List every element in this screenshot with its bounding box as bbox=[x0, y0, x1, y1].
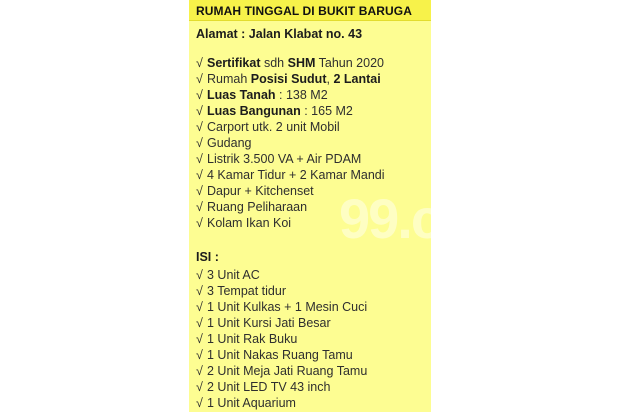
contents-item: √ 3 Tempat tidur bbox=[196, 284, 286, 298]
check-icon: √ bbox=[196, 332, 203, 346]
check-icon: √ bbox=[196, 364, 203, 378]
check-icon: √ bbox=[196, 268, 203, 282]
contents-list bbox=[196, 267, 367, 411]
check-icon: √ bbox=[196, 56, 203, 70]
contents-item: √ 3 Unit AC bbox=[196, 268, 260, 282]
check-icon: √ bbox=[196, 104, 203, 118]
check-icon: √ bbox=[196, 184, 203, 198]
feature-item: √ Luas Tanah : 138 M2 bbox=[196, 88, 328, 102]
check-icon: √ bbox=[196, 136, 203, 150]
contents-item: √ 1 Unit Kulkas + 1 Mesin Cuci bbox=[196, 300, 368, 314]
contents-item: √ 1 Unit Nakas Ruang Tamu bbox=[196, 348, 353, 362]
contents-item: √ 2 Unit LED TV 43 inch bbox=[196, 380, 331, 394]
listing-sheet bbox=[189, 0, 473, 412]
feature-item: √ Sertifikat sdh SHM Tahun 2020 bbox=[196, 56, 384, 70]
check-icon: √ bbox=[196, 152, 203, 166]
check-icon: √ bbox=[196, 88, 203, 102]
address-line: Alamat : Jalan Klabat no. 43 bbox=[196, 27, 363, 41]
feature-item: √ Carport utk. 2 unit Mobil bbox=[196, 120, 340, 134]
check-icon: √ bbox=[196, 200, 203, 214]
contents-item: √ 1 Unit Rak Buku bbox=[196, 332, 298, 346]
feature-item: √ Kolam Ikan Koi bbox=[196, 216, 292, 230]
feature-list bbox=[196, 55, 385, 231]
contents-item: √ 1 Unit Kursi Jati Besar bbox=[196, 316, 331, 330]
check-icon: √ bbox=[196, 380, 203, 394]
check-icon: √ bbox=[196, 316, 203, 330]
contents-item: √ 2 Unit Meja Jati Ruang Tamu bbox=[196, 364, 368, 378]
title-bar bbox=[189, 0, 431, 21]
watermark-logo: 99.co bbox=[339, 187, 473, 250]
check-icon: √ bbox=[196, 396, 203, 410]
contents-heading: ISI : bbox=[196, 250, 219, 264]
feature-item: √ Ruang Peliharaan bbox=[196, 200, 308, 214]
check-icon: √ bbox=[196, 216, 203, 230]
check-icon: √ bbox=[196, 120, 203, 134]
check-icon: √ bbox=[196, 168, 203, 182]
feature-item: √ Luas Bangunan : 165 M2 bbox=[196, 104, 353, 118]
contents-item: √ 1 Unit Aquarium bbox=[196, 396, 296, 410]
feature-item: √ Rumah Posisi Sudut, 2 Lantai bbox=[196, 72, 381, 86]
listing-title: RUMAH TINGGAL DI BUKIT BARUGA bbox=[196, 4, 412, 18]
feature-item: √ Gudang bbox=[196, 136, 252, 150]
feature-item: √ 4 Kamar Tidur + 2 Kamar Mandi bbox=[196, 168, 385, 182]
feature-item: √ Dapur + Kitchenset bbox=[196, 184, 314, 198]
check-icon: √ bbox=[196, 72, 203, 86]
check-icon: √ bbox=[196, 284, 203, 298]
check-icon: √ bbox=[196, 348, 203, 362]
check-icon: √ bbox=[196, 300, 203, 314]
feature-item: √ Listrik 3.500 VA + Air PDAM bbox=[196, 152, 362, 166]
